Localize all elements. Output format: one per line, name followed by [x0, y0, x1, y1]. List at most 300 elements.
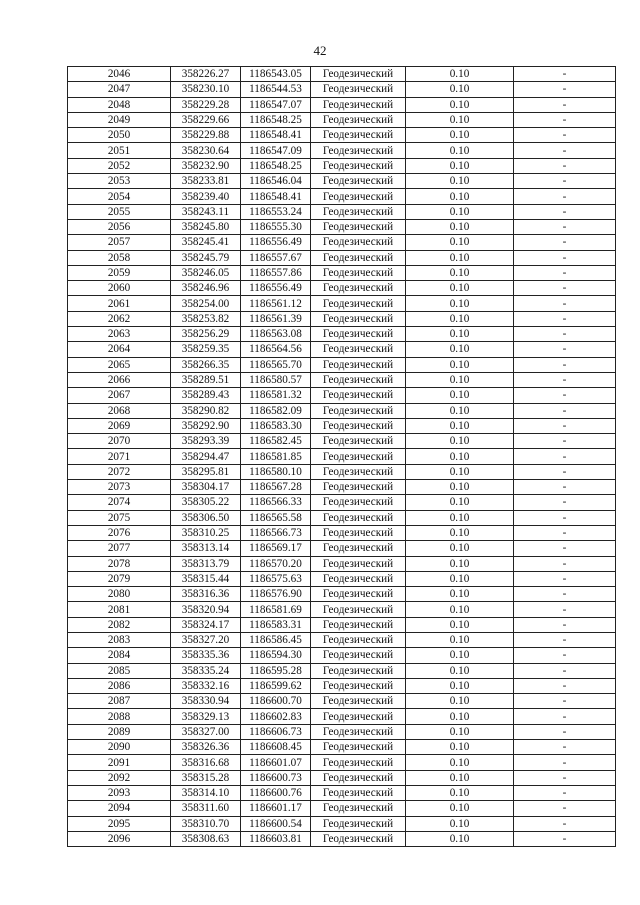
- method-cell: Геодезический: [311, 495, 406, 510]
- accuracy-cell: 0.10: [406, 204, 514, 219]
- y-coordinate-cell: 1186583.31: [241, 617, 311, 632]
- method-cell: Геодезический: [311, 112, 406, 127]
- y-coordinate-cell: 1186569.17: [241, 541, 311, 556]
- table-row: [68, 663, 616, 678]
- point-number-cell: 2060: [68, 281, 171, 296]
- point-number-cell: 2078: [68, 556, 171, 571]
- table-row: [68, 357, 616, 372]
- method-cell: Геодезический: [311, 510, 406, 525]
- x-coordinate-cell: 358306.50: [171, 510, 241, 525]
- accuracy-cell: 0.10: [406, 709, 514, 724]
- x-coordinate-cell: 358243.11: [171, 204, 241, 219]
- x-coordinate-cell: 358266.35: [171, 357, 241, 372]
- x-coordinate-cell: 358293.39: [171, 434, 241, 449]
- note-cell: -: [514, 464, 616, 479]
- table-row: [68, 694, 616, 709]
- note-cell: -: [514, 434, 616, 449]
- x-coordinate-cell: 358310.70: [171, 816, 241, 831]
- y-coordinate-cell: 1186602.83: [241, 709, 311, 724]
- table-row: [68, 265, 616, 280]
- x-coordinate-cell: 358254.00: [171, 296, 241, 311]
- method-cell: Геодезический: [311, 678, 406, 693]
- point-number-cell: 2071: [68, 449, 171, 464]
- table-row: [68, 831, 616, 846]
- accuracy-cell: 0.10: [406, 281, 514, 296]
- point-number-cell: 2076: [68, 525, 171, 540]
- note-cell: -: [514, 112, 616, 127]
- x-coordinate-cell: 358327.20: [171, 632, 241, 647]
- table-row: [68, 143, 616, 158]
- x-coordinate-cell: 358327.00: [171, 724, 241, 739]
- x-coordinate-cell: 358326.36: [171, 740, 241, 755]
- method-cell: Геодезический: [311, 418, 406, 433]
- accuracy-cell: 0.10: [406, 143, 514, 158]
- table-row: [68, 740, 616, 755]
- y-coordinate-cell: 1186564.56: [241, 342, 311, 357]
- method-cell: Геодезический: [311, 250, 406, 265]
- y-coordinate-cell: 1186575.63: [241, 571, 311, 586]
- x-coordinate-cell: 358308.63: [171, 831, 241, 846]
- accuracy-cell: 0.10: [406, 831, 514, 846]
- point-number-cell: 2072: [68, 464, 171, 479]
- note-cell: -: [514, 342, 616, 357]
- note-cell: -: [514, 587, 616, 602]
- table-row: [68, 434, 616, 449]
- note-cell: -: [514, 525, 616, 540]
- method-cell: Геодезический: [311, 388, 406, 403]
- point-number-cell: 2065: [68, 357, 171, 372]
- note-cell: -: [514, 327, 616, 342]
- table-row: [68, 495, 616, 510]
- accuracy-cell: 0.10: [406, 342, 514, 357]
- point-number-cell: 2089: [68, 724, 171, 739]
- x-coordinate-cell: 358292.90: [171, 418, 241, 433]
- x-coordinate-cell: 358335.36: [171, 648, 241, 663]
- note-cell: -: [514, 143, 616, 158]
- note-cell: -: [514, 648, 616, 663]
- accuracy-cell: 0.10: [406, 785, 514, 800]
- point-number-cell: 2067: [68, 388, 171, 403]
- accuracy-cell: 0.10: [406, 525, 514, 540]
- point-number-cell: 2085: [68, 663, 171, 678]
- accuracy-cell: 0.10: [406, 480, 514, 495]
- table-row: [68, 112, 616, 127]
- y-coordinate-cell: 1186547.07: [241, 97, 311, 112]
- x-coordinate-cell: 358313.79: [171, 556, 241, 571]
- x-coordinate-cell: 358335.24: [171, 663, 241, 678]
- x-coordinate-cell: 358229.88: [171, 128, 241, 143]
- method-cell: Геодезический: [311, 235, 406, 250]
- point-number-cell: 2050: [68, 128, 171, 143]
- method-cell: Геодезический: [311, 831, 406, 846]
- y-coordinate-cell: 1186586.45: [241, 632, 311, 647]
- note-cell: -: [514, 770, 616, 785]
- note-cell: -: [514, 480, 616, 495]
- point-number-cell: 2068: [68, 403, 171, 418]
- x-coordinate-cell: 358229.66: [171, 112, 241, 127]
- point-number-cell: 2086: [68, 678, 171, 693]
- accuracy-cell: 0.10: [406, 510, 514, 525]
- point-number-cell: 2049: [68, 112, 171, 127]
- point-number-cell: 2070: [68, 434, 171, 449]
- point-number-cell: 2051: [68, 143, 171, 158]
- method-cell: Геодезический: [311, 281, 406, 296]
- table-row: [68, 174, 616, 189]
- x-coordinate-cell: 358245.41: [171, 235, 241, 250]
- x-coordinate-cell: 358259.35: [171, 342, 241, 357]
- y-coordinate-cell: 1186547.09: [241, 143, 311, 158]
- note-cell: -: [514, 801, 616, 816]
- table-row: [68, 648, 616, 663]
- accuracy-cell: 0.10: [406, 403, 514, 418]
- point-number-cell: 2057: [68, 235, 171, 250]
- note-cell: -: [514, 174, 616, 189]
- method-cell: Геодезический: [311, 525, 406, 540]
- point-number-cell: 2074: [68, 495, 171, 510]
- table-row: [68, 219, 616, 234]
- point-number-cell: 2093: [68, 785, 171, 800]
- y-coordinate-cell: 1186582.45: [241, 434, 311, 449]
- y-coordinate-cell: 1186556.49: [241, 235, 311, 250]
- table-row: [68, 403, 616, 418]
- accuracy-cell: 0.10: [406, 112, 514, 127]
- note-cell: -: [514, 281, 616, 296]
- note-cell: -: [514, 311, 616, 326]
- x-coordinate-cell: 358305.22: [171, 495, 241, 510]
- x-coordinate-cell: 358320.94: [171, 602, 241, 617]
- table-row: [68, 480, 616, 495]
- accuracy-cell: 0.10: [406, 464, 514, 479]
- method-cell: Геодезический: [311, 571, 406, 586]
- y-coordinate-cell: 1186546.04: [241, 174, 311, 189]
- point-number-cell: 2048: [68, 97, 171, 112]
- y-coordinate-cell: 1186581.32: [241, 388, 311, 403]
- note-cell: -: [514, 204, 616, 219]
- x-coordinate-cell: 358290.82: [171, 403, 241, 418]
- method-cell: Геодезический: [311, 816, 406, 831]
- method-cell: Геодезический: [311, 403, 406, 418]
- x-coordinate-cell: 358316.68: [171, 755, 241, 770]
- x-coordinate-cell: 358294.47: [171, 449, 241, 464]
- method-cell: Геодезический: [311, 327, 406, 342]
- accuracy-cell: 0.10: [406, 556, 514, 571]
- x-coordinate-cell: 358315.28: [171, 770, 241, 785]
- x-coordinate-cell: 358245.80: [171, 219, 241, 234]
- point-number-cell: 2096: [68, 831, 171, 846]
- point-number-cell: 2091: [68, 755, 171, 770]
- method-cell: Геодезический: [311, 770, 406, 785]
- y-coordinate-cell: 1186580.10: [241, 464, 311, 479]
- point-number-cell: 2056: [68, 219, 171, 234]
- note-cell: -: [514, 418, 616, 433]
- note-cell: -: [514, 265, 616, 280]
- note-cell: -: [514, 831, 616, 846]
- point-number-cell: 2058: [68, 250, 171, 265]
- x-coordinate-cell: 358332.16: [171, 678, 241, 693]
- y-coordinate-cell: 1186544.53: [241, 82, 311, 97]
- note-cell: -: [514, 250, 616, 265]
- table-row: [68, 801, 616, 816]
- accuracy-cell: 0.10: [406, 296, 514, 311]
- y-coordinate-cell: 1186543.05: [241, 67, 311, 82]
- table-row: [68, 709, 616, 724]
- y-coordinate-cell: 1186566.33: [241, 495, 311, 510]
- note-cell: -: [514, 510, 616, 525]
- method-cell: Геодезический: [311, 556, 406, 571]
- x-coordinate-cell: 358316.36: [171, 587, 241, 602]
- table-row: [68, 372, 616, 387]
- point-number-cell: 2092: [68, 770, 171, 785]
- accuracy-cell: 0.10: [406, 388, 514, 403]
- accuracy-cell: 0.10: [406, 327, 514, 342]
- note-cell: -: [514, 235, 616, 250]
- note-cell: -: [514, 219, 616, 234]
- accuracy-cell: 0.10: [406, 571, 514, 586]
- note-cell: -: [514, 388, 616, 403]
- point-number-cell: 2066: [68, 372, 171, 387]
- method-cell: Геодезический: [311, 311, 406, 326]
- y-coordinate-cell: 1186566.73: [241, 525, 311, 540]
- accuracy-cell: 0.10: [406, 724, 514, 739]
- accuracy-cell: 0.10: [406, 372, 514, 387]
- accuracy-cell: 0.10: [406, 97, 514, 112]
- point-number-cell: 2082: [68, 617, 171, 632]
- note-cell: -: [514, 602, 616, 617]
- note-cell: -: [514, 709, 616, 724]
- accuracy-cell: 0.10: [406, 770, 514, 785]
- note-cell: -: [514, 97, 616, 112]
- y-coordinate-cell: 1186600.70: [241, 694, 311, 709]
- accuracy-cell: 0.10: [406, 235, 514, 250]
- y-coordinate-cell: 1186555.30: [241, 219, 311, 234]
- y-coordinate-cell: 1186580.57: [241, 372, 311, 387]
- y-coordinate-cell: 1186595.28: [241, 663, 311, 678]
- point-number-cell: 2081: [68, 602, 171, 617]
- accuracy-cell: 0.10: [406, 632, 514, 647]
- note-cell: -: [514, 296, 616, 311]
- table-row: [68, 724, 616, 739]
- note-cell: -: [514, 189, 616, 204]
- method-cell: Геодезический: [311, 342, 406, 357]
- table-row: [68, 67, 616, 82]
- note-cell: -: [514, 372, 616, 387]
- x-coordinate-cell: 358253.82: [171, 311, 241, 326]
- point-number-cell: 2088: [68, 709, 171, 724]
- point-number-cell: 2046: [68, 67, 171, 82]
- y-coordinate-cell: 1186601.07: [241, 755, 311, 770]
- accuracy-cell: 0.10: [406, 541, 514, 556]
- y-coordinate-cell: 1186581.85: [241, 449, 311, 464]
- x-coordinate-cell: 358330.94: [171, 694, 241, 709]
- method-cell: Геодезический: [311, 128, 406, 143]
- x-coordinate-cell: 358289.43: [171, 388, 241, 403]
- x-coordinate-cell: 358230.10: [171, 82, 241, 97]
- x-coordinate-cell: 358289.51: [171, 372, 241, 387]
- note-cell: -: [514, 663, 616, 678]
- note-cell: -: [514, 541, 616, 556]
- x-coordinate-cell: 358256.29: [171, 327, 241, 342]
- accuracy-cell: 0.10: [406, 265, 514, 280]
- note-cell: -: [514, 816, 616, 831]
- method-cell: Геодезический: [311, 755, 406, 770]
- y-coordinate-cell: 1186561.12: [241, 296, 311, 311]
- accuracy-cell: 0.10: [406, 449, 514, 464]
- point-number-cell: 2084: [68, 648, 171, 663]
- method-cell: Геодезический: [311, 174, 406, 189]
- table-row: [68, 235, 616, 250]
- table-row: [68, 785, 616, 800]
- point-number-cell: 2059: [68, 265, 171, 280]
- x-coordinate-cell: 358311.60: [171, 801, 241, 816]
- y-coordinate-cell: 1186570.20: [241, 556, 311, 571]
- method-cell: Геодезический: [311, 189, 406, 204]
- point-number-cell: 2047: [68, 82, 171, 97]
- note-cell: -: [514, 158, 616, 173]
- table-row: [68, 158, 616, 173]
- method-cell: Геодезический: [311, 724, 406, 739]
- method-cell: Геодезический: [311, 709, 406, 724]
- method-cell: Геодезический: [311, 694, 406, 709]
- accuracy-cell: 0.10: [406, 740, 514, 755]
- method-cell: Геодезический: [311, 801, 406, 816]
- y-coordinate-cell: 1186567.28: [241, 480, 311, 495]
- note-cell: -: [514, 357, 616, 372]
- method-cell: Геодезический: [311, 372, 406, 387]
- page-number: 42: [313, 43, 327, 58]
- method-cell: Геодезический: [311, 82, 406, 97]
- y-coordinate-cell: 1186563.08: [241, 327, 311, 342]
- y-coordinate-cell: 1186553.24: [241, 204, 311, 219]
- x-coordinate-cell: 358314.10: [171, 785, 241, 800]
- table-row: [68, 602, 616, 617]
- method-cell: Геодезический: [311, 449, 406, 464]
- accuracy-cell: 0.10: [406, 602, 514, 617]
- y-coordinate-cell: 1186599.62: [241, 678, 311, 693]
- method-cell: Геодезический: [311, 617, 406, 632]
- point-number-cell: 2054: [68, 189, 171, 204]
- note-cell: -: [514, 67, 616, 82]
- point-number-cell: 2095: [68, 816, 171, 831]
- note-cell: -: [514, 724, 616, 739]
- table-row: [68, 388, 616, 403]
- note-cell: -: [514, 556, 616, 571]
- table-row: [68, 770, 616, 785]
- method-cell: Геодезический: [311, 602, 406, 617]
- point-number-cell: 2073: [68, 480, 171, 495]
- point-number-cell: 2063: [68, 327, 171, 342]
- note-cell: -: [514, 403, 616, 418]
- method-cell: Геодезический: [311, 541, 406, 556]
- y-coordinate-cell: 1186548.41: [241, 128, 311, 143]
- table-row: [68, 617, 616, 632]
- method-cell: Геодезический: [311, 434, 406, 449]
- x-coordinate-cell: 358233.81: [171, 174, 241, 189]
- point-number-cell: 2052: [68, 158, 171, 173]
- accuracy-cell: 0.10: [406, 128, 514, 143]
- method-cell: Геодезический: [311, 480, 406, 495]
- y-coordinate-cell: 1186600.54: [241, 816, 311, 831]
- x-coordinate-cell: 358245.79: [171, 250, 241, 265]
- method-cell: Геодезический: [311, 158, 406, 173]
- point-number-cell: 2061: [68, 296, 171, 311]
- note-cell: -: [514, 755, 616, 770]
- accuracy-cell: 0.10: [406, 82, 514, 97]
- table-row: [68, 755, 616, 770]
- table-row: [68, 128, 616, 143]
- accuracy-cell: 0.10: [406, 219, 514, 234]
- y-coordinate-cell: 1186565.58: [241, 510, 311, 525]
- method-cell: Геодезический: [311, 587, 406, 602]
- x-coordinate-cell: 358310.25: [171, 525, 241, 540]
- x-coordinate-cell: 358230.64: [171, 143, 241, 158]
- x-coordinate-cell: 358315.44: [171, 571, 241, 586]
- method-cell: Геодезический: [311, 632, 406, 647]
- table-row: [68, 189, 616, 204]
- table-row: [68, 449, 616, 464]
- y-coordinate-cell: 1186557.86: [241, 265, 311, 280]
- table-row: [68, 204, 616, 219]
- y-coordinate-cell: 1186600.73: [241, 770, 311, 785]
- table-body: [68, 67, 616, 847]
- method-cell: Геодезический: [311, 357, 406, 372]
- y-coordinate-cell: 1186594.30: [241, 648, 311, 663]
- x-coordinate-cell: 358295.81: [171, 464, 241, 479]
- table-row: [68, 311, 616, 326]
- method-cell: Геодезический: [311, 740, 406, 755]
- accuracy-cell: 0.10: [406, 801, 514, 816]
- point-number-cell: 2062: [68, 311, 171, 326]
- point-number-cell: 2080: [68, 587, 171, 602]
- table-row: [68, 250, 616, 265]
- accuracy-cell: 0.10: [406, 250, 514, 265]
- y-coordinate-cell: 1186582.09: [241, 403, 311, 418]
- y-coordinate-cell: 1186606.73: [241, 724, 311, 739]
- x-coordinate-cell: 358229.28: [171, 97, 241, 112]
- table-row: [68, 281, 616, 296]
- y-coordinate-cell: 1186548.25: [241, 158, 311, 173]
- accuracy-cell: 0.10: [406, 174, 514, 189]
- table-row: [68, 296, 616, 311]
- point-number-cell: 2064: [68, 342, 171, 357]
- table-row: [68, 342, 616, 357]
- point-number-cell: 2083: [68, 632, 171, 647]
- note-cell: -: [514, 449, 616, 464]
- method-cell: Геодезический: [311, 204, 406, 219]
- coordinates-table: [67, 66, 616, 847]
- method-cell: Геодезический: [311, 219, 406, 234]
- x-coordinate-cell: 358232.90: [171, 158, 241, 173]
- method-cell: Геодезический: [311, 97, 406, 112]
- y-coordinate-cell: 1186608.45: [241, 740, 311, 755]
- table-row: [68, 97, 616, 112]
- accuracy-cell: 0.10: [406, 648, 514, 663]
- table-row: [68, 327, 616, 342]
- y-coordinate-cell: 1186576.90: [241, 587, 311, 602]
- y-coordinate-cell: 1186565.70: [241, 357, 311, 372]
- method-cell: Геодезический: [311, 648, 406, 663]
- accuracy-cell: 0.10: [406, 816, 514, 831]
- method-cell: Геодезический: [311, 464, 406, 479]
- accuracy-cell: 0.10: [406, 617, 514, 632]
- method-cell: Геодезический: [311, 663, 406, 678]
- point-number-cell: 2087: [68, 694, 171, 709]
- table-row: [68, 816, 616, 831]
- method-cell: Геодезический: [311, 296, 406, 311]
- y-coordinate-cell: 1186557.67: [241, 250, 311, 265]
- table-row: [68, 82, 616, 97]
- y-coordinate-cell: 1186600.76: [241, 785, 311, 800]
- accuracy-cell: 0.10: [406, 587, 514, 602]
